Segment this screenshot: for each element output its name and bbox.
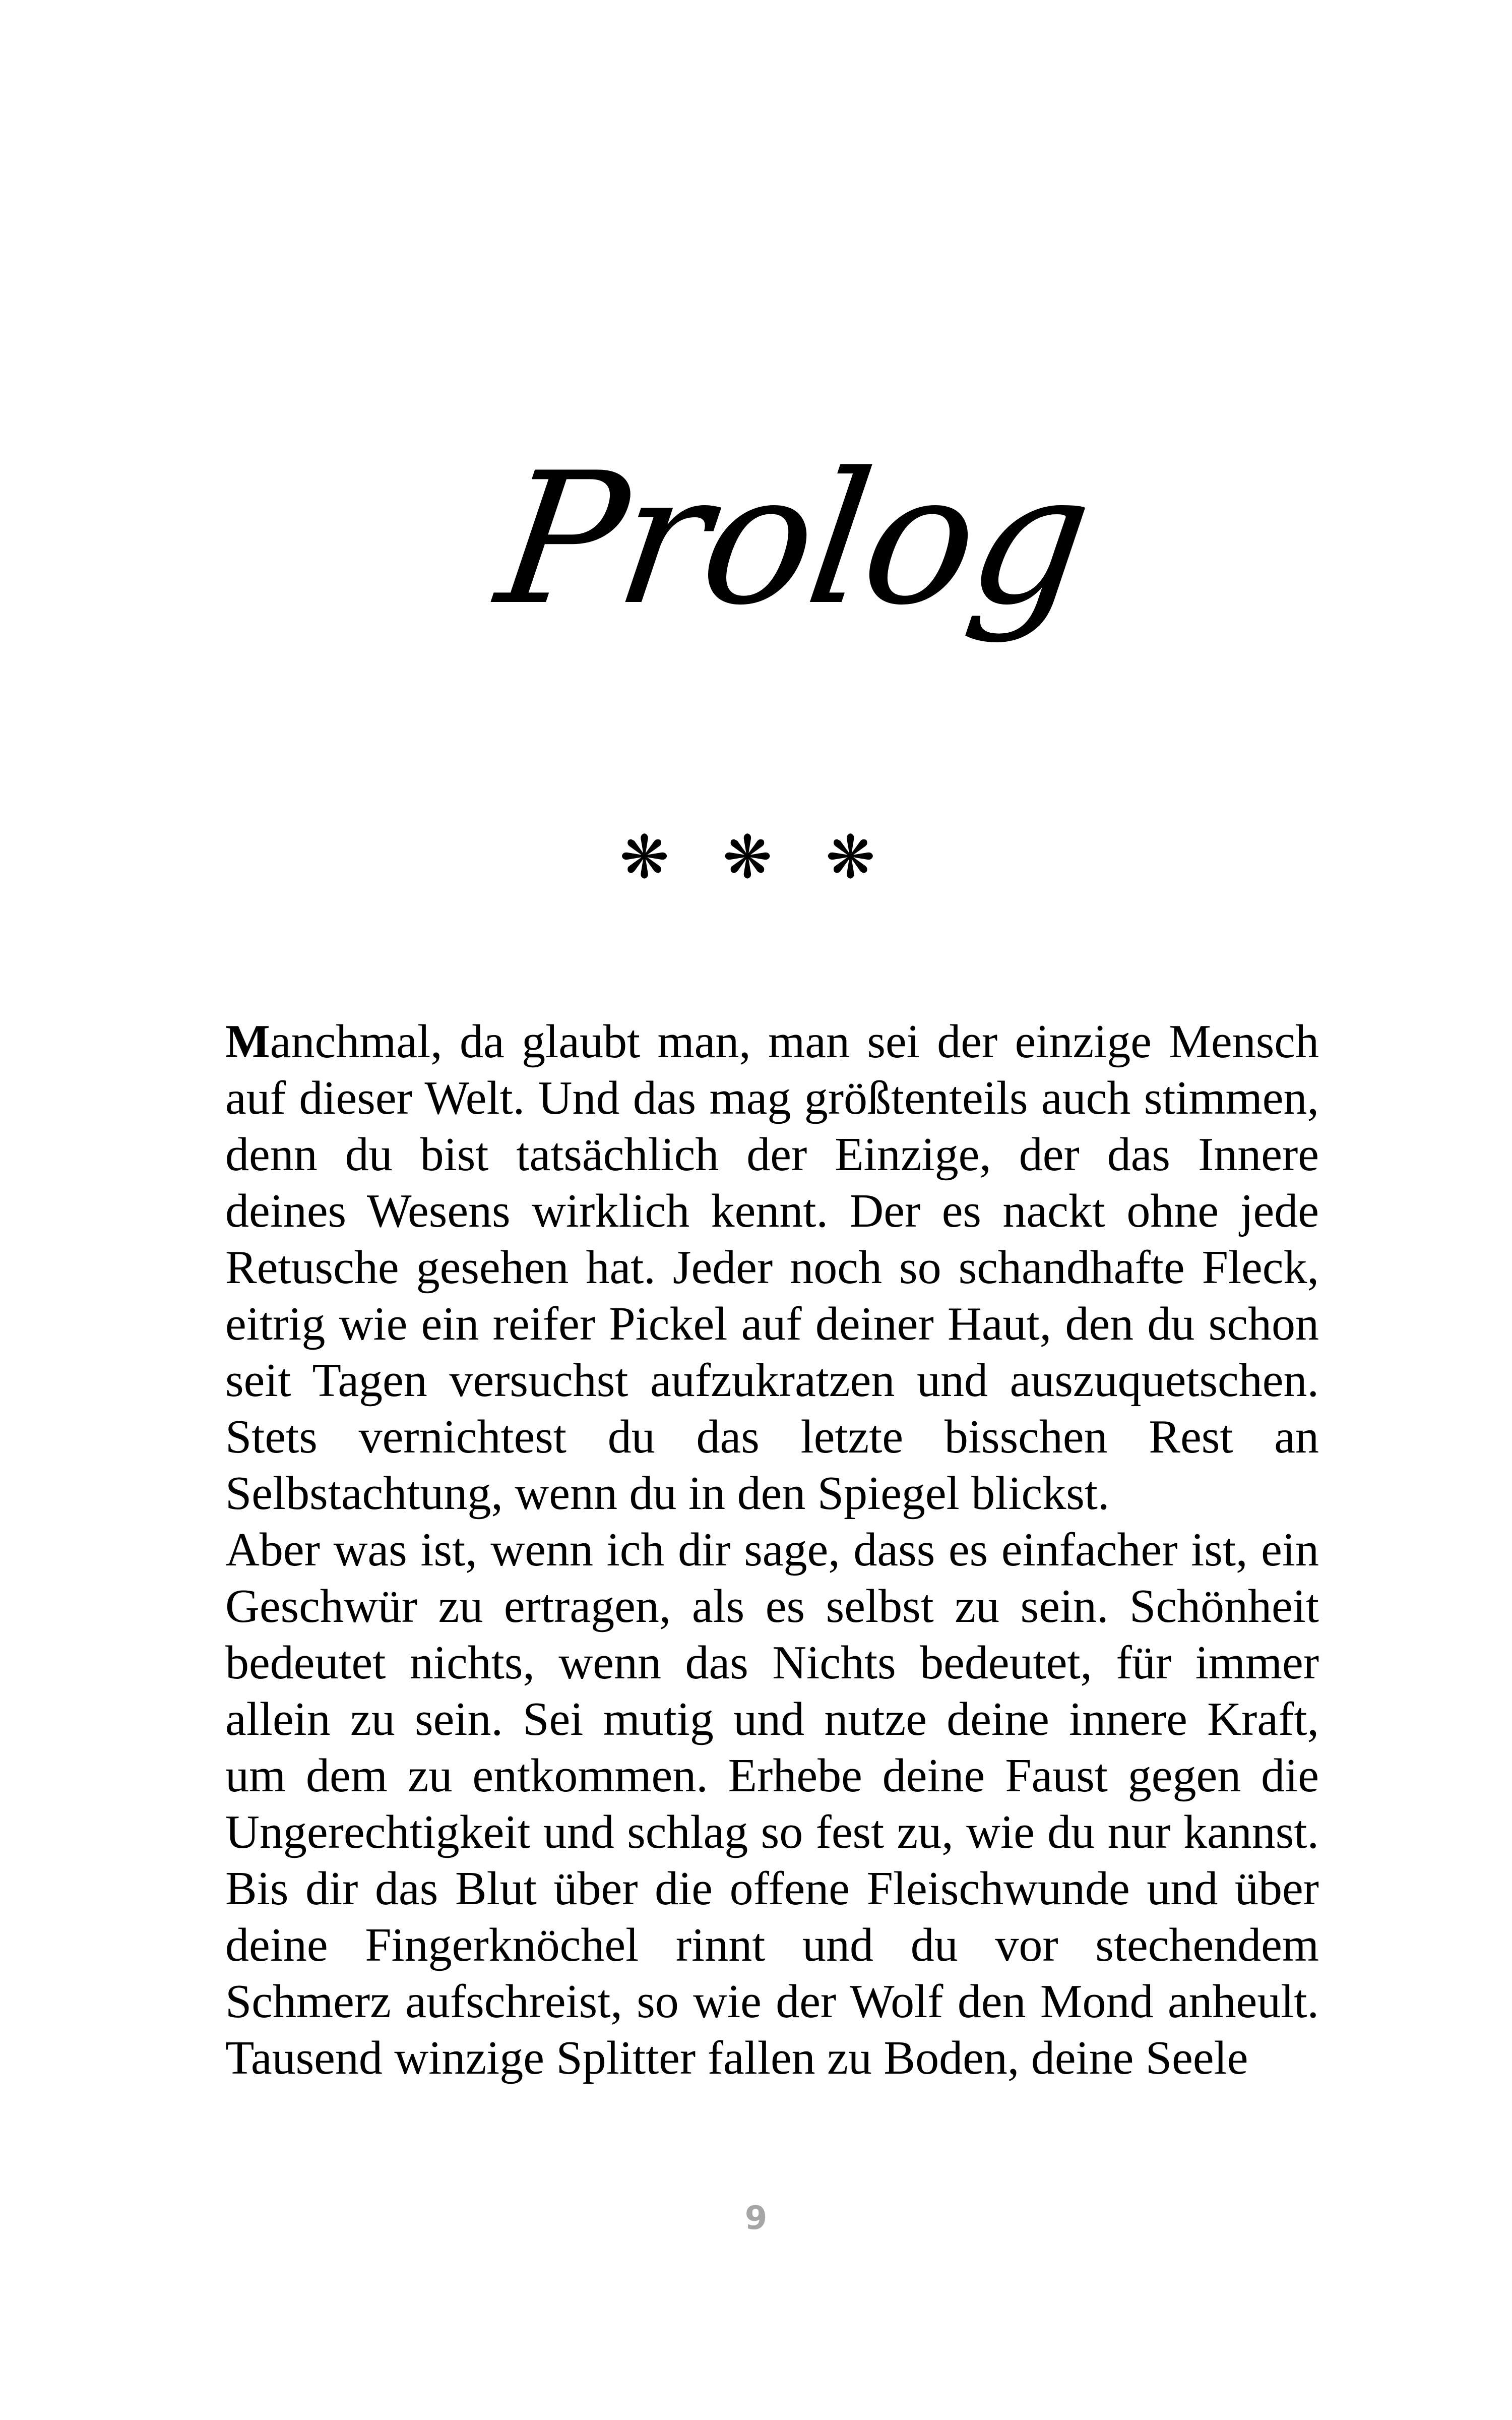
page-number: 9 xyxy=(744,2200,768,2237)
paragraph: Aber was ist, wenn ich dir sage, dass es einfacher ist, ein Geschwür zu ertragen, als es selbst zu sein. Schönheit bedeutet nichts, wenn das Nichts bedeutet, für immer allein zu sein. Sei mutig und nutze deine innere Kraft, um dem zu entkommen. Erhebe deine Faust gegen die Ungerechtigkeit und schlag so fest zu, wie du nur kannst. Bis dir das Blut über die offene Fleischwunde und über deine Fingerknöchel rinnt und du vor stechendem Schmerz aufschreist, so wie der Wolf den Mond anheult. Tausend winzige Splitter fallen zu Boden, deine Seele xyxy=(225,1524,1319,2084)
chapter-title: Prolog xyxy=(487,434,1101,645)
initial-letter: M xyxy=(225,1015,270,1068)
paragraph-text: anchmal, da glaubt man, man sei der einzige Mensch auf dieser Welt. Und das mag größtenteils auch stimmen, denn du bist tatsächlich der Einzige, der das Innere deines Wesens wirklich kennt. Der es nackt ohne jede Retusche gesehen hat. Jeder noch so schandhafte Fleck, eitrig wie ein reifer Pickel auf deiner Haut, den du schon seit Tagen versuchst aufzukratzen und auszuquetschen. Stets vernichtest du das letzte bisschen Rest an Selbstachtung, wenn du in den Spiegel blickst. xyxy=(225,1015,1319,1520)
paragraph xyxy=(225,1013,1319,1522)
body-text xyxy=(225,1013,1319,2086)
section-ornament: ❋ ❋ ❋ xyxy=(619,822,893,892)
